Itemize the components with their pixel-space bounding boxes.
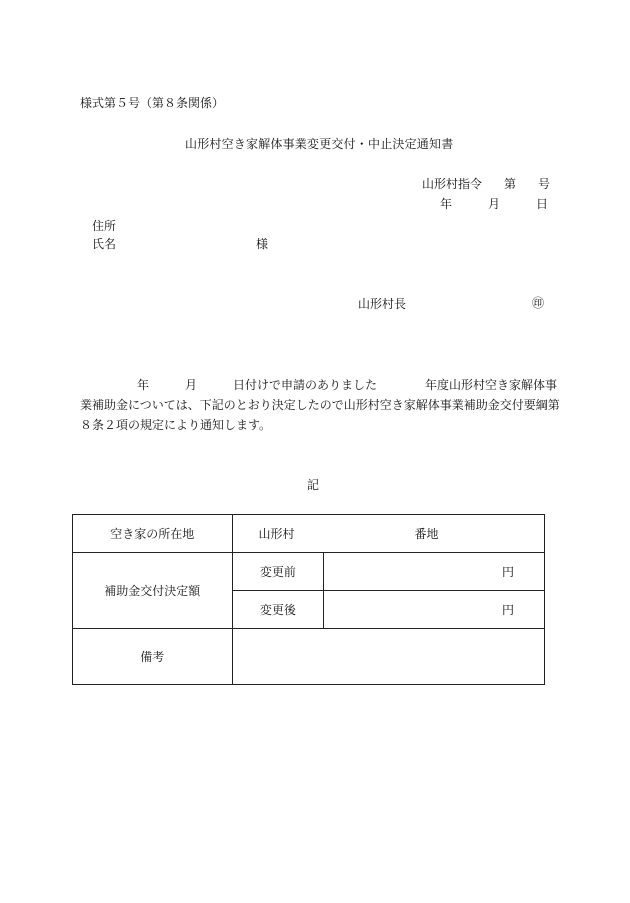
- table-row: [73, 515, 545, 553]
- seal-mark: ㊞: [532, 296, 545, 310]
- before-label-cell: 変更前: [232, 553, 324, 591]
- body-text-1: 年 月 日付けで申請のありました 年度山形村空き家解体事: [137, 378, 558, 392]
- date-year: 年: [439, 197, 452, 211]
- document-title: 山形村空き家解体事業変更交付・中止決定通知書: [185, 137, 454, 151]
- amount-label-cell: 補助金交付決定額: [73, 553, 233, 629]
- body-text-line-2: 業補助金については、下記のとおり決定したので山形村空き家解体事業補助金交付要綱第: [80, 398, 560, 412]
- grant-details-table: [72, 514, 545, 685]
- mayor-label: 山形村長: [358, 297, 407, 311]
- number-prefix: 第: [503, 177, 516, 191]
- remarks-label-cell: 備考: [73, 629, 233, 685]
- issuer-prefix: 山形村指令: [421, 177, 482, 191]
- form-number: 様式第５号（第８条関係）: [80, 96, 225, 110]
- before-amount-cell: 円: [324, 553, 545, 591]
- after-label-cell: 変更後: [232, 591, 324, 629]
- table-row: [73, 553, 545, 591]
- remarks-value-cell: [232, 629, 544, 685]
- issue-date-line: [440, 197, 548, 211]
- number-suffix: 号: [537, 177, 550, 191]
- honorific: 様: [256, 237, 269, 251]
- location-label-cell: 空き家の所在地: [73, 515, 233, 553]
- table-row: [73, 629, 545, 685]
- date-day: 日: [535, 197, 548, 211]
- body-text-line-1: [80, 378, 557, 392]
- location-lot: 番地: [414, 526, 439, 541]
- location-village: 山形村: [258, 526, 295, 541]
- name-label: 氏名: [92, 237, 117, 251]
- reference-number-line: [422, 177, 550, 191]
- after-amount-cell: 円: [324, 591, 545, 629]
- location-value-cell: [232, 515, 544, 553]
- body-text-line-3: ８条２項の規定により通知します。: [80, 418, 272, 432]
- note-mark: 記: [307, 478, 320, 492]
- date-month: 月: [487, 197, 500, 211]
- address-label: 住所: [92, 219, 117, 233]
